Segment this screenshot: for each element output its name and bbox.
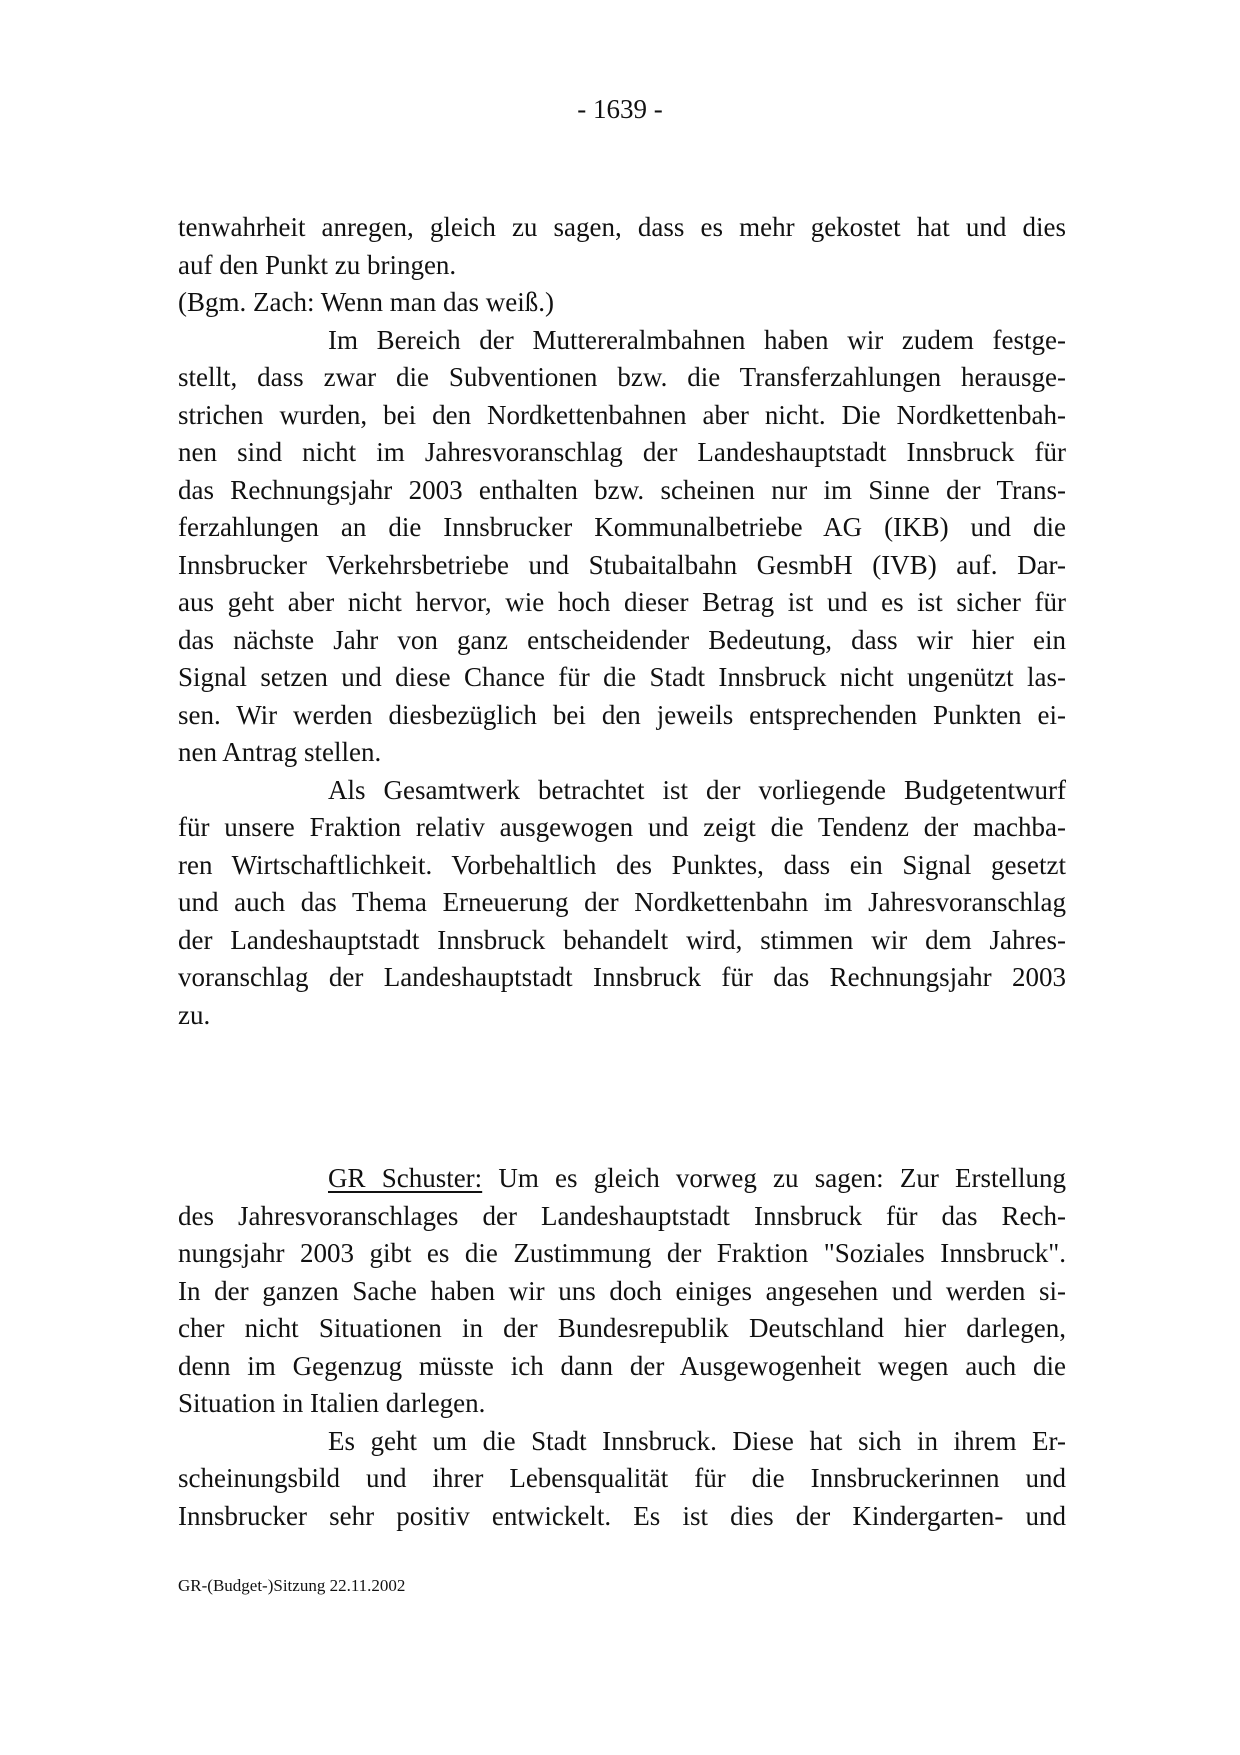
text-line: für unsere Fraktion relativ ausgewogen und zeigt die Tendenz der machba- bbox=[178, 812, 1066, 842]
text-line: tenwahrheit anregen, gleich zu sagen, dass es mehr gekostet hat und dies bbox=[178, 212, 1066, 242]
paragraph-1 bbox=[178, 209, 1066, 284]
paragraph-5 bbox=[178, 1423, 1066, 1536]
paragraph-3 bbox=[178, 772, 1066, 1035]
text-line: strichen wurden, bei den Nordkettenbahnen aber nicht. Die Nordkettenbah- bbox=[178, 399, 1066, 430]
text-line: auf den Punkt zu bringen. bbox=[178, 249, 457, 280]
text-line: voranschlag der Landeshauptstadt Innsbruck für das Rechnungsjahr 2003 bbox=[178, 962, 1066, 992]
text-line: nungsjahr 2003 gibt es die Zustimmung der Fraktion "Soziales Innsbruck". bbox=[178, 1238, 1066, 1268]
text-line bbox=[178, 1160, 1066, 1198]
paragraph-2 bbox=[178, 322, 1066, 772]
text-line: In der ganzen Sache haben wir uns doch einiges angesehen und werden si- bbox=[178, 1275, 1066, 1306]
speaker-name: GR Schuster: bbox=[328, 1163, 483, 1193]
text-line: ferzahlungen an die Innsbrucker Kommunalbetriebe AG (IKB) und die bbox=[178, 512, 1066, 542]
text-line: Situation in Italien darlegen. bbox=[178, 1388, 486, 1418]
text-line: nen sind nicht im Jahresvoranschlag der Landeshauptstadt Innsbruck für bbox=[178, 437, 1066, 467]
text-line: Als Gesamtwerk betrachtet ist der vorliegende Budgetentwurf bbox=[328, 774, 1066, 805]
paragraph-4 bbox=[178, 1160, 1066, 1423]
text-line: scheinungsbild und ihrer Lebensqualität für die Innsbruckerinnen und bbox=[178, 1463, 1066, 1493]
section-gap bbox=[178, 1034, 1066, 1160]
text-line: cher nicht Situationen in der Bundesrepublik Deutschland hier darlegen, bbox=[178, 1313, 1066, 1343]
text-line: des Jahresvoranschlages der Landeshauptstadt Innsbruck für das Rech- bbox=[178, 1200, 1066, 1231]
document-body bbox=[178, 209, 1066, 1535]
page-footer: GR-(Budget-)Sitzung 22.11.2002 bbox=[178, 1576, 406, 1595]
text-line: der Landeshauptstadt Innsbruck behandelt wird, stimmen wir dem Jahres- bbox=[178, 924, 1066, 955]
text-line: Innsbrucker sehr positiv entwickelt. Es ist dies der Kindergarten- und bbox=[178, 1500, 1066, 1531]
text-line: Innsbrucker Verkehrsbetriebe und Stubaitalbahn GesmbH (IVB) auf. Dar- bbox=[178, 549, 1066, 580]
text-line: stellt, dass zwar die Subventionen bzw. die Transferzahlungen herausge- bbox=[178, 362, 1066, 392]
page-number: - 1639 - bbox=[577, 94, 663, 124]
text-line: denn im Gegenzug müsste ich dann der Ausgewogenheit wegen auch die bbox=[178, 1350, 1066, 1381]
text-line: sen. Wir werden diesbezüglich bei den jeweils entsprechenden Punkten ei- bbox=[178, 699, 1066, 730]
text-line: aus geht aber nicht hervor, wie hoch dieser Betrag ist und es ist sicher für bbox=[178, 587, 1066, 617]
text-fragment: Um es gleich vorweg zu sagen: Zur Erstellung bbox=[482, 1163, 1067, 1193]
text-line: zu. bbox=[178, 999, 211, 1030]
text-line: Es geht um die Stadt Innsbruck. Diese hat sich in ihrem Er- bbox=[328, 1425, 1066, 1456]
text-line: ren Wirtschaftlichkeit. Vorbehaltlich des Punktes, dass ein Signal gesetzt bbox=[178, 849, 1066, 880]
text-line: nen Antrag stellen. bbox=[178, 737, 382, 767]
interjection: (Bgm. Zach: Wenn man das weiß.) bbox=[178, 287, 554, 317]
text-line: Im Bereich der Muttereralmbahnen haben wir zudem festge- bbox=[328, 324, 1066, 355]
text-line: das Rechnungsjahr 2003 enthalten bzw. scheinen nur im Sinne der Trans- bbox=[178, 474, 1066, 505]
text-line: das nächste Jahr von ganz entscheidender Bedeutung, dass wir hier ein bbox=[178, 624, 1066, 655]
text-line: und auch das Thema Erneuerung der Nordkettenbahn im Jahresvoranschlag bbox=[178, 887, 1066, 917]
text-line: Signal setzen und diese Chance für die Stadt Innsbruck nicht ungenützt las- bbox=[178, 662, 1066, 692]
